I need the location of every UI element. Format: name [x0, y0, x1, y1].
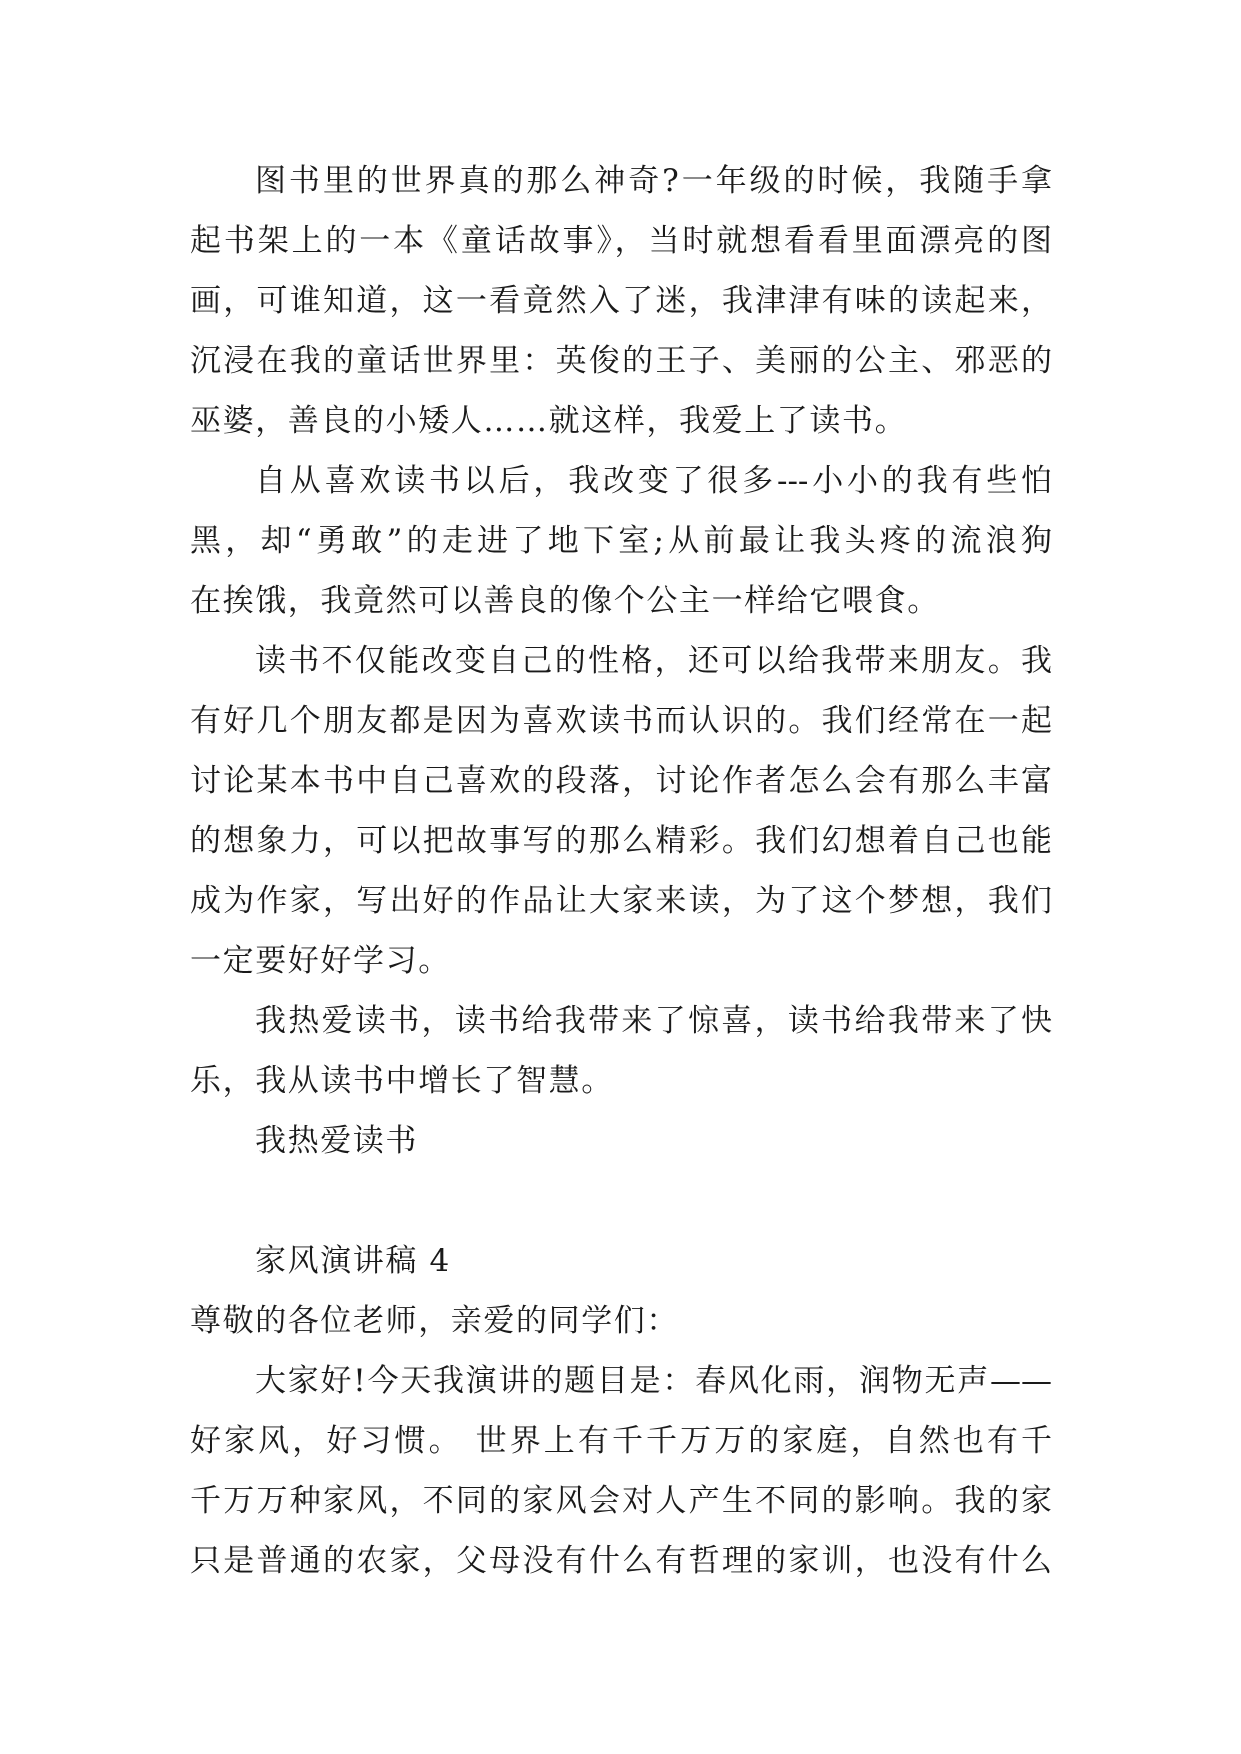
text-line: 的想象力，可以把故事写的那么精彩。我们幻想着自己也能: [190, 823, 1052, 859]
text-line: 大家好!今天我演讲的题目是：春风化雨，润物无声——: [255, 1363, 1052, 1399]
text-line: 黑，却“勇敢”的走进了地下室;从前最让我头疼的流浪狗: [190, 523, 1052, 559]
text-line: 讨论某本书中自己喜欢的段落，讨论作者怎么会有那么丰富: [190, 763, 1052, 799]
text-line: 画，可谁知道，这一看竟然入了迷，我津津有味的读起来，: [190, 283, 1052, 319]
text-line: 千万万种家风，不同的家风会对人产生不同的影响。我的家: [190, 1483, 1052, 1519]
salutation-line: 尊敬的各位老师，亲爱的同学们：: [190, 1303, 679, 1339]
text-line: 起书架上的一本《童话故事》，当时就想看看里面漂亮的图: [190, 223, 1052, 259]
text-line: 图书里的世界真的那么神奇?一年级的时候，我随手拿: [255, 163, 1052, 199]
text-line: 沉浸在我的童话世界里：英俊的王子、美丽的公主、邪恶的: [190, 343, 1052, 379]
text-line: 在挨饿，我竟然可以善良的像个公主一样给它喂食。: [190, 583, 940, 619]
text-line: 只是普通的农家，父母没有什么有哲理的家训，也没有什么: [190, 1543, 1052, 1579]
text-line: 乐，我从读书中增长了智慧。: [190, 1063, 614, 1099]
text-line: 成为作家，写出好的作品让大家来读，为了这个梦想，我们: [190, 883, 1052, 919]
text-line: 自从喜欢读书以后，我改变了很多---小小的我有些怕: [255, 463, 1052, 499]
text-line: 我热爱读书，读书给我带来了惊喜，读书给我带来了快: [255, 1003, 1052, 1039]
text-line: 我热爱读书: [255, 1123, 418, 1159]
text-line: 好家风，好习惯。 世界上有千千万万的家庭，自然也有千: [190, 1423, 1052, 1459]
text-line: 巫婆，善良的小矮人……就这样，我爱上了读书。: [190, 403, 908, 439]
text-line: 有好几个朋友都是因为喜欢读书而认识的。我们经常在一起: [190, 703, 1052, 739]
section-heading: 家风演讲稿 4: [255, 1243, 451, 1279]
text-line: 读书不仅能改变自己的性格，还可以给我带来朋友。我: [255, 643, 1052, 679]
text-line: 一定要好好学习。: [190, 943, 451, 979]
